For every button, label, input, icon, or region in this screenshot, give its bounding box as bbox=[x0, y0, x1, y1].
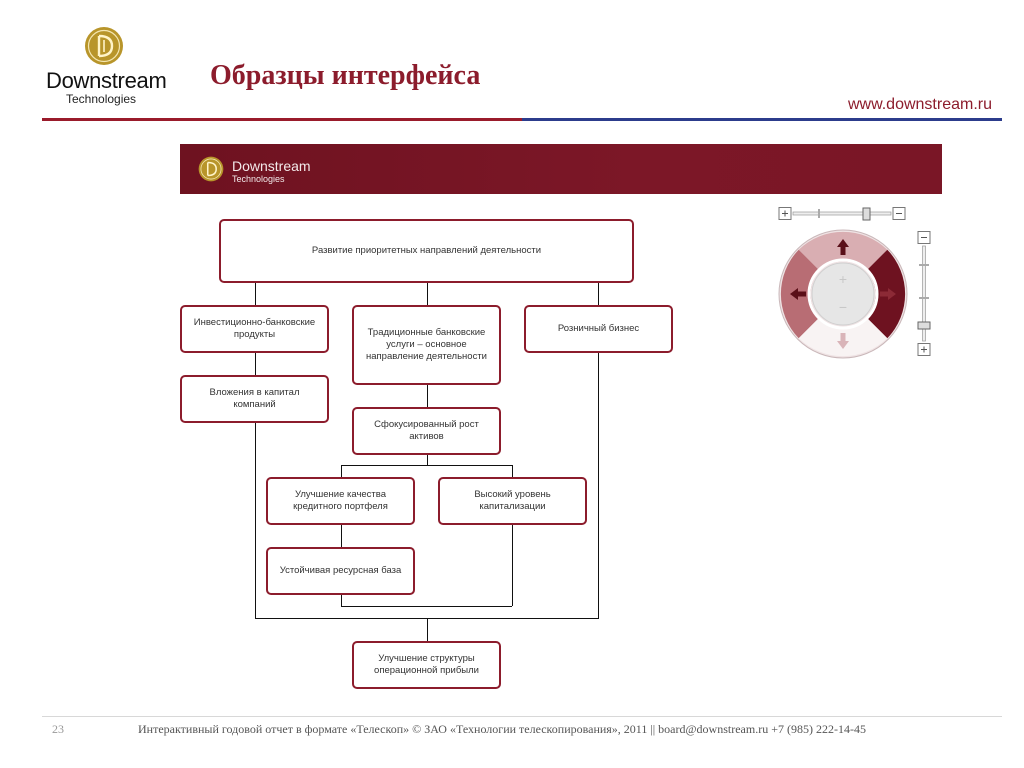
logo-wordmark: Downstream bbox=[46, 68, 167, 93]
page-title: Образцы интерфейса bbox=[210, 60, 481, 91]
page-number: 23 bbox=[52, 722, 64, 736]
downstream-logo-icon bbox=[84, 26, 124, 66]
org-node-profit-structure[interactable]: Улучшение структуры операционной прибыли bbox=[352, 641, 501, 689]
banner-wordmark: Downstream bbox=[232, 158, 311, 174]
org-node-root[interactable]: Развитие приоритетных направлений деятельности bbox=[219, 219, 634, 283]
zoom-center-control[interactable] bbox=[812, 263, 874, 325]
banner-logo-icon bbox=[198, 156, 224, 182]
zoom-out-symbol[interactable]: − bbox=[838, 299, 848, 315]
navigation-controls bbox=[776, 204, 936, 360]
org-node-growth[interactable]: Сфокусированный рост активов bbox=[352, 407, 501, 455]
org-node-credit-quality[interactable]: Улучшение качества кредитного портфеля bbox=[266, 477, 415, 525]
footer-text: Интерактивный годовой отчет в формате «Телескоп» © ЗАО «Технологии телескопирования», 2011 || board@downstream.ru +7 (985) 222-14-45 bbox=[138, 722, 866, 736]
footer-divider bbox=[42, 716, 1002, 717]
org-node-retail[interactable]: Розничный бизнес bbox=[524, 305, 673, 353]
org-node-capitalization[interactable]: Высокий уровень капитализации bbox=[438, 477, 587, 525]
banner-subtitle: Technologies bbox=[232, 174, 285, 184]
org-node-equity[interactable]: Вложения в капитал компаний bbox=[180, 375, 329, 423]
org-node-investment[interactable]: Инвестиционно-банковские продукты bbox=[180, 305, 329, 353]
vertical-zoom-slider[interactable] bbox=[918, 232, 930, 356]
header-divider bbox=[42, 118, 1002, 121]
site-link[interactable]: www.downstream.ru bbox=[847, 96, 992, 113]
horizontal-zoom-slider[interactable] bbox=[779, 208, 905, 221]
org-node-traditional[interactable]: Традиционные банковские услуги – основное направление деятельности bbox=[352, 305, 501, 385]
org-node-resource-base[interactable]: Устойчивая ресурсная база bbox=[266, 547, 415, 595]
logo-subtitle: Technologies bbox=[66, 92, 137, 106]
zoom-in-symbol[interactable]: + bbox=[838, 271, 848, 287]
